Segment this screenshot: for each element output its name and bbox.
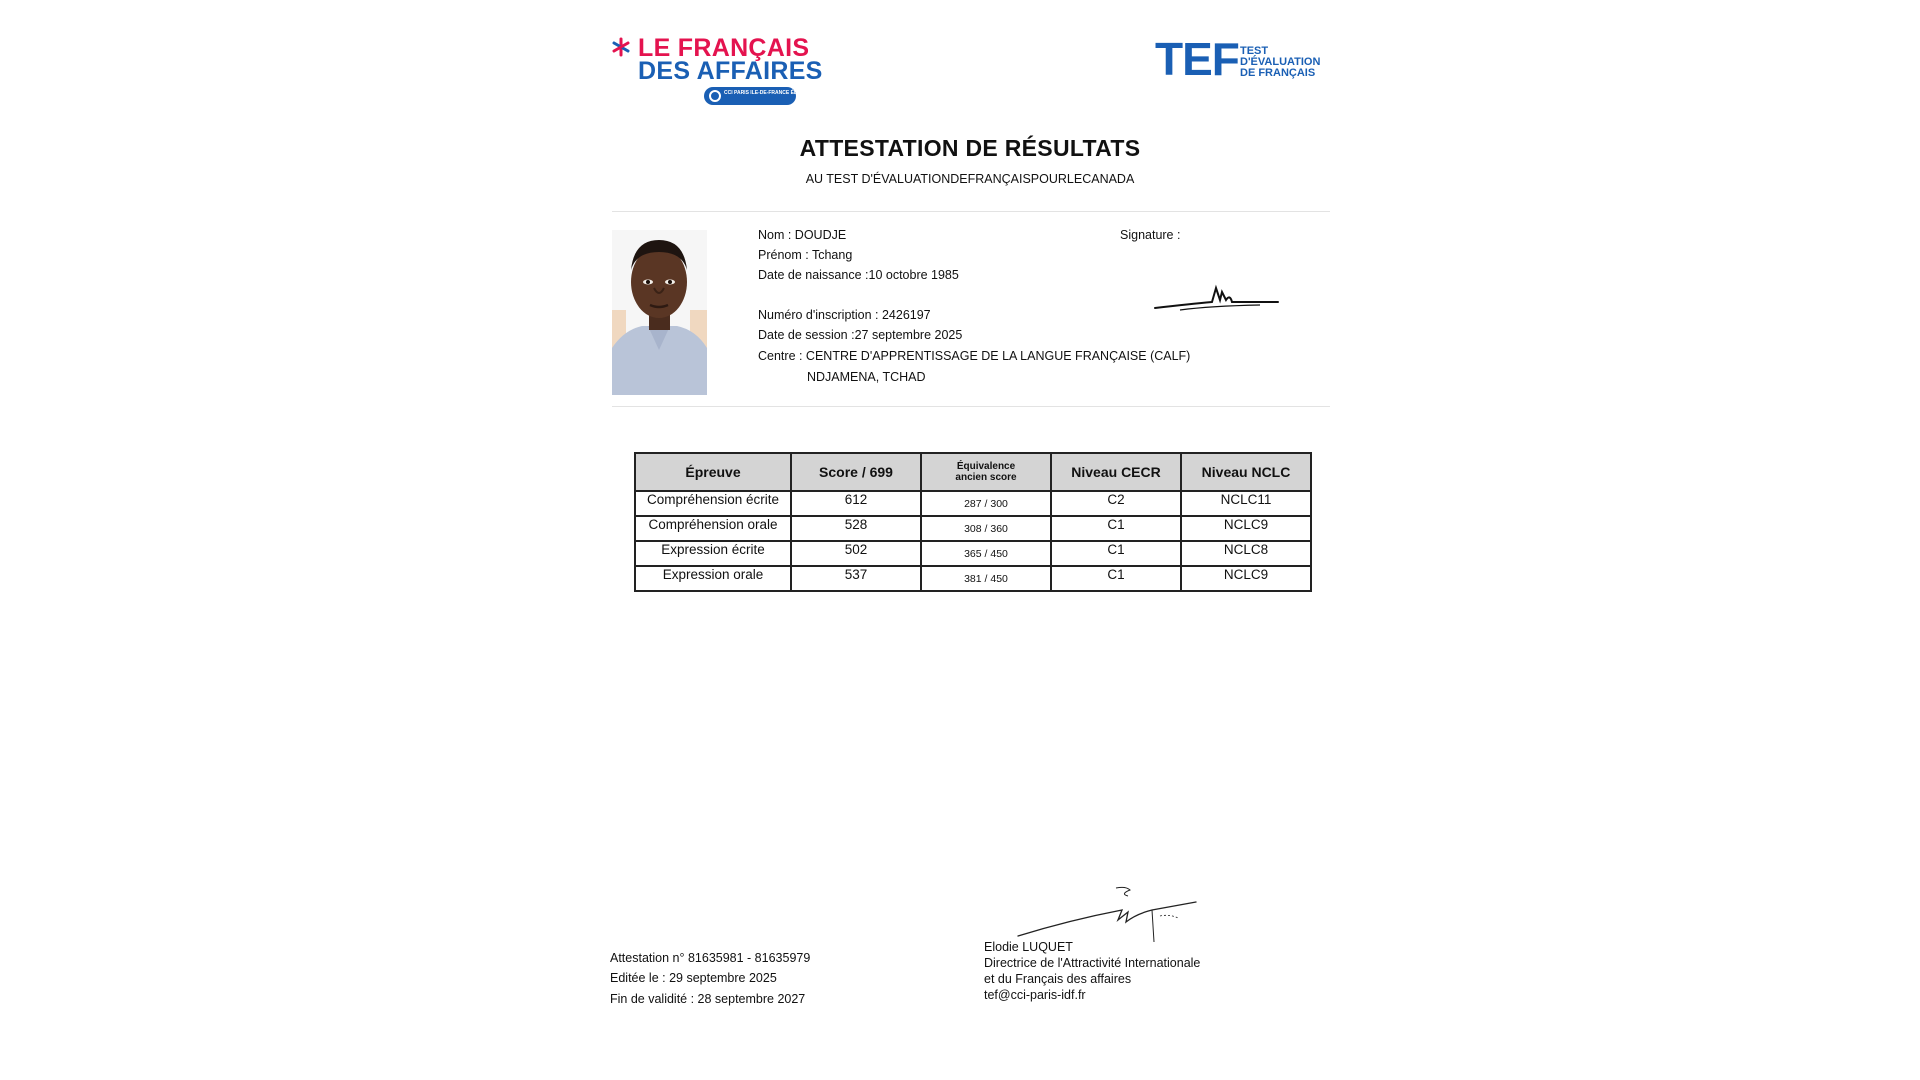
- cell-cecr: C2: [1051, 491, 1181, 516]
- director-title-line1: Directrice de l'Attractivité Internationale: [984, 956, 1201, 970]
- tef-caption-line3: DE FRANÇAIS: [1240, 67, 1316, 79]
- divider-top: [612, 211, 1330, 212]
- cell-epreuve: Compréhension écrite: [635, 491, 791, 516]
- cell-nclc: NCLC9: [1181, 566, 1311, 591]
- test-centre: Centre : CENTRE D'APPRENTISSAGE DE LA LANGUE FRANÇAISE (CALF): [758, 349, 1191, 363]
- candidate-birthdate: Date de naissance :10 octobre 1985: [758, 268, 959, 282]
- cell-score: 502: [791, 541, 921, 566]
- table-row: [635, 541, 1311, 566]
- table-row: [635, 516, 1311, 541]
- tef-logo: [1155, 33, 1335, 85]
- cci-icon: [709, 90, 721, 102]
- cell-epreuve: Expression orale: [635, 566, 791, 591]
- candidate-registration: Numéro d'inscription : 2426197: [758, 308, 931, 322]
- cell-score: 537: [791, 566, 921, 591]
- director-title-line2: et du Français des affaires: [984, 972, 1132, 986]
- cell-nclc: NCLC8: [1181, 541, 1311, 566]
- director-email: tef@cci-paris-idf.fr: [984, 988, 1086, 1002]
- candidate-photo: [612, 230, 707, 395]
- candidate-prenom: Prénom : Tchang: [758, 248, 853, 262]
- cell-score: 528: [791, 516, 921, 541]
- tef-caption-line1: TEST: [1240, 45, 1269, 57]
- cell-nclc: NCLC11: [1181, 491, 1311, 516]
- cell-cecr: C1: [1051, 566, 1181, 591]
- header-epreuve: Épreuve: [635, 453, 791, 491]
- header-nclc: Niveau NCLC: [1181, 453, 1311, 491]
- candidate-signature: [1150, 278, 1285, 318]
- cci-badge-text: CCI PARIS ILE-DE-FRANCE ÉDUCATION: [724, 90, 820, 96]
- cell-nclc: NCLC9: [1181, 516, 1311, 541]
- page-title: ATTESTATION DE RÉSULTATS: [799, 135, 1141, 161]
- cci-badge: [704, 87, 820, 105]
- cell-epreuve: Expression écrite: [635, 541, 791, 566]
- signature-label: Signature :: [1120, 228, 1181, 242]
- test-centre-city: NDJAMENA, TCHAD: [807, 370, 926, 384]
- cell-score: 612: [791, 491, 921, 516]
- asterisk-icon: [612, 38, 630, 56]
- cell-equivalence: 381 / 450: [921, 566, 1051, 591]
- header-cecr: Niveau CECR: [1051, 453, 1181, 491]
- cell-epreuve: Compréhension orale: [635, 516, 791, 541]
- cell-equivalence: 308 / 360: [921, 516, 1051, 541]
- lfa-logo-line1: LE FRANÇAIS: [638, 34, 810, 62]
- candidate-nom: Nom : DOUDJE: [758, 228, 847, 242]
- divider-bottom: [612, 406, 1330, 407]
- lfa-logo: [612, 34, 823, 106]
- cell-equivalence: 365 / 450: [921, 541, 1051, 566]
- header-equivalence-line1: Équivalence: [956, 461, 1016, 472]
- results-table: [634, 452, 1312, 592]
- header-equivalence: [921, 453, 1051, 491]
- cell-cecr: C1: [1051, 541, 1181, 566]
- tef-logo-caption: [1240, 46, 1320, 79]
- portrait-image: [612, 230, 707, 395]
- page-subtitle: AU TEST D'ÉVALUATIONDEFRANÇAISPOURLECANADA: [805, 172, 1135, 186]
- header-score: Score / 699: [791, 453, 921, 491]
- table-row: [635, 491, 1311, 516]
- attestation-number: Attestation n° 81635981 - 81635979: [610, 951, 811, 965]
- validity-date: Fin de validité : 28 septembre 2027: [610, 992, 806, 1006]
- header-equivalence-line2: ancien score: [955, 472, 1017, 483]
- tef-caption-line2: D'ÉVALUATION: [1240, 56, 1321, 68]
- lfa-logo-line2: DES AFFAIRES: [638, 57, 823, 85]
- results-header-row: [635, 453, 1311, 491]
- cell-cecr: C1: [1051, 516, 1181, 541]
- session-date: Date de session :27 septembre 2025: [758, 328, 963, 342]
- tef-logo-mark: TEF: [1155, 33, 1239, 85]
- director-name: Elodie LUQUET: [984, 940, 1073, 954]
- table-row: [635, 566, 1311, 591]
- issue-date: Editée le : 29 septembre 2025: [610, 971, 777, 985]
- cell-equivalence: 287 / 300: [921, 491, 1051, 516]
